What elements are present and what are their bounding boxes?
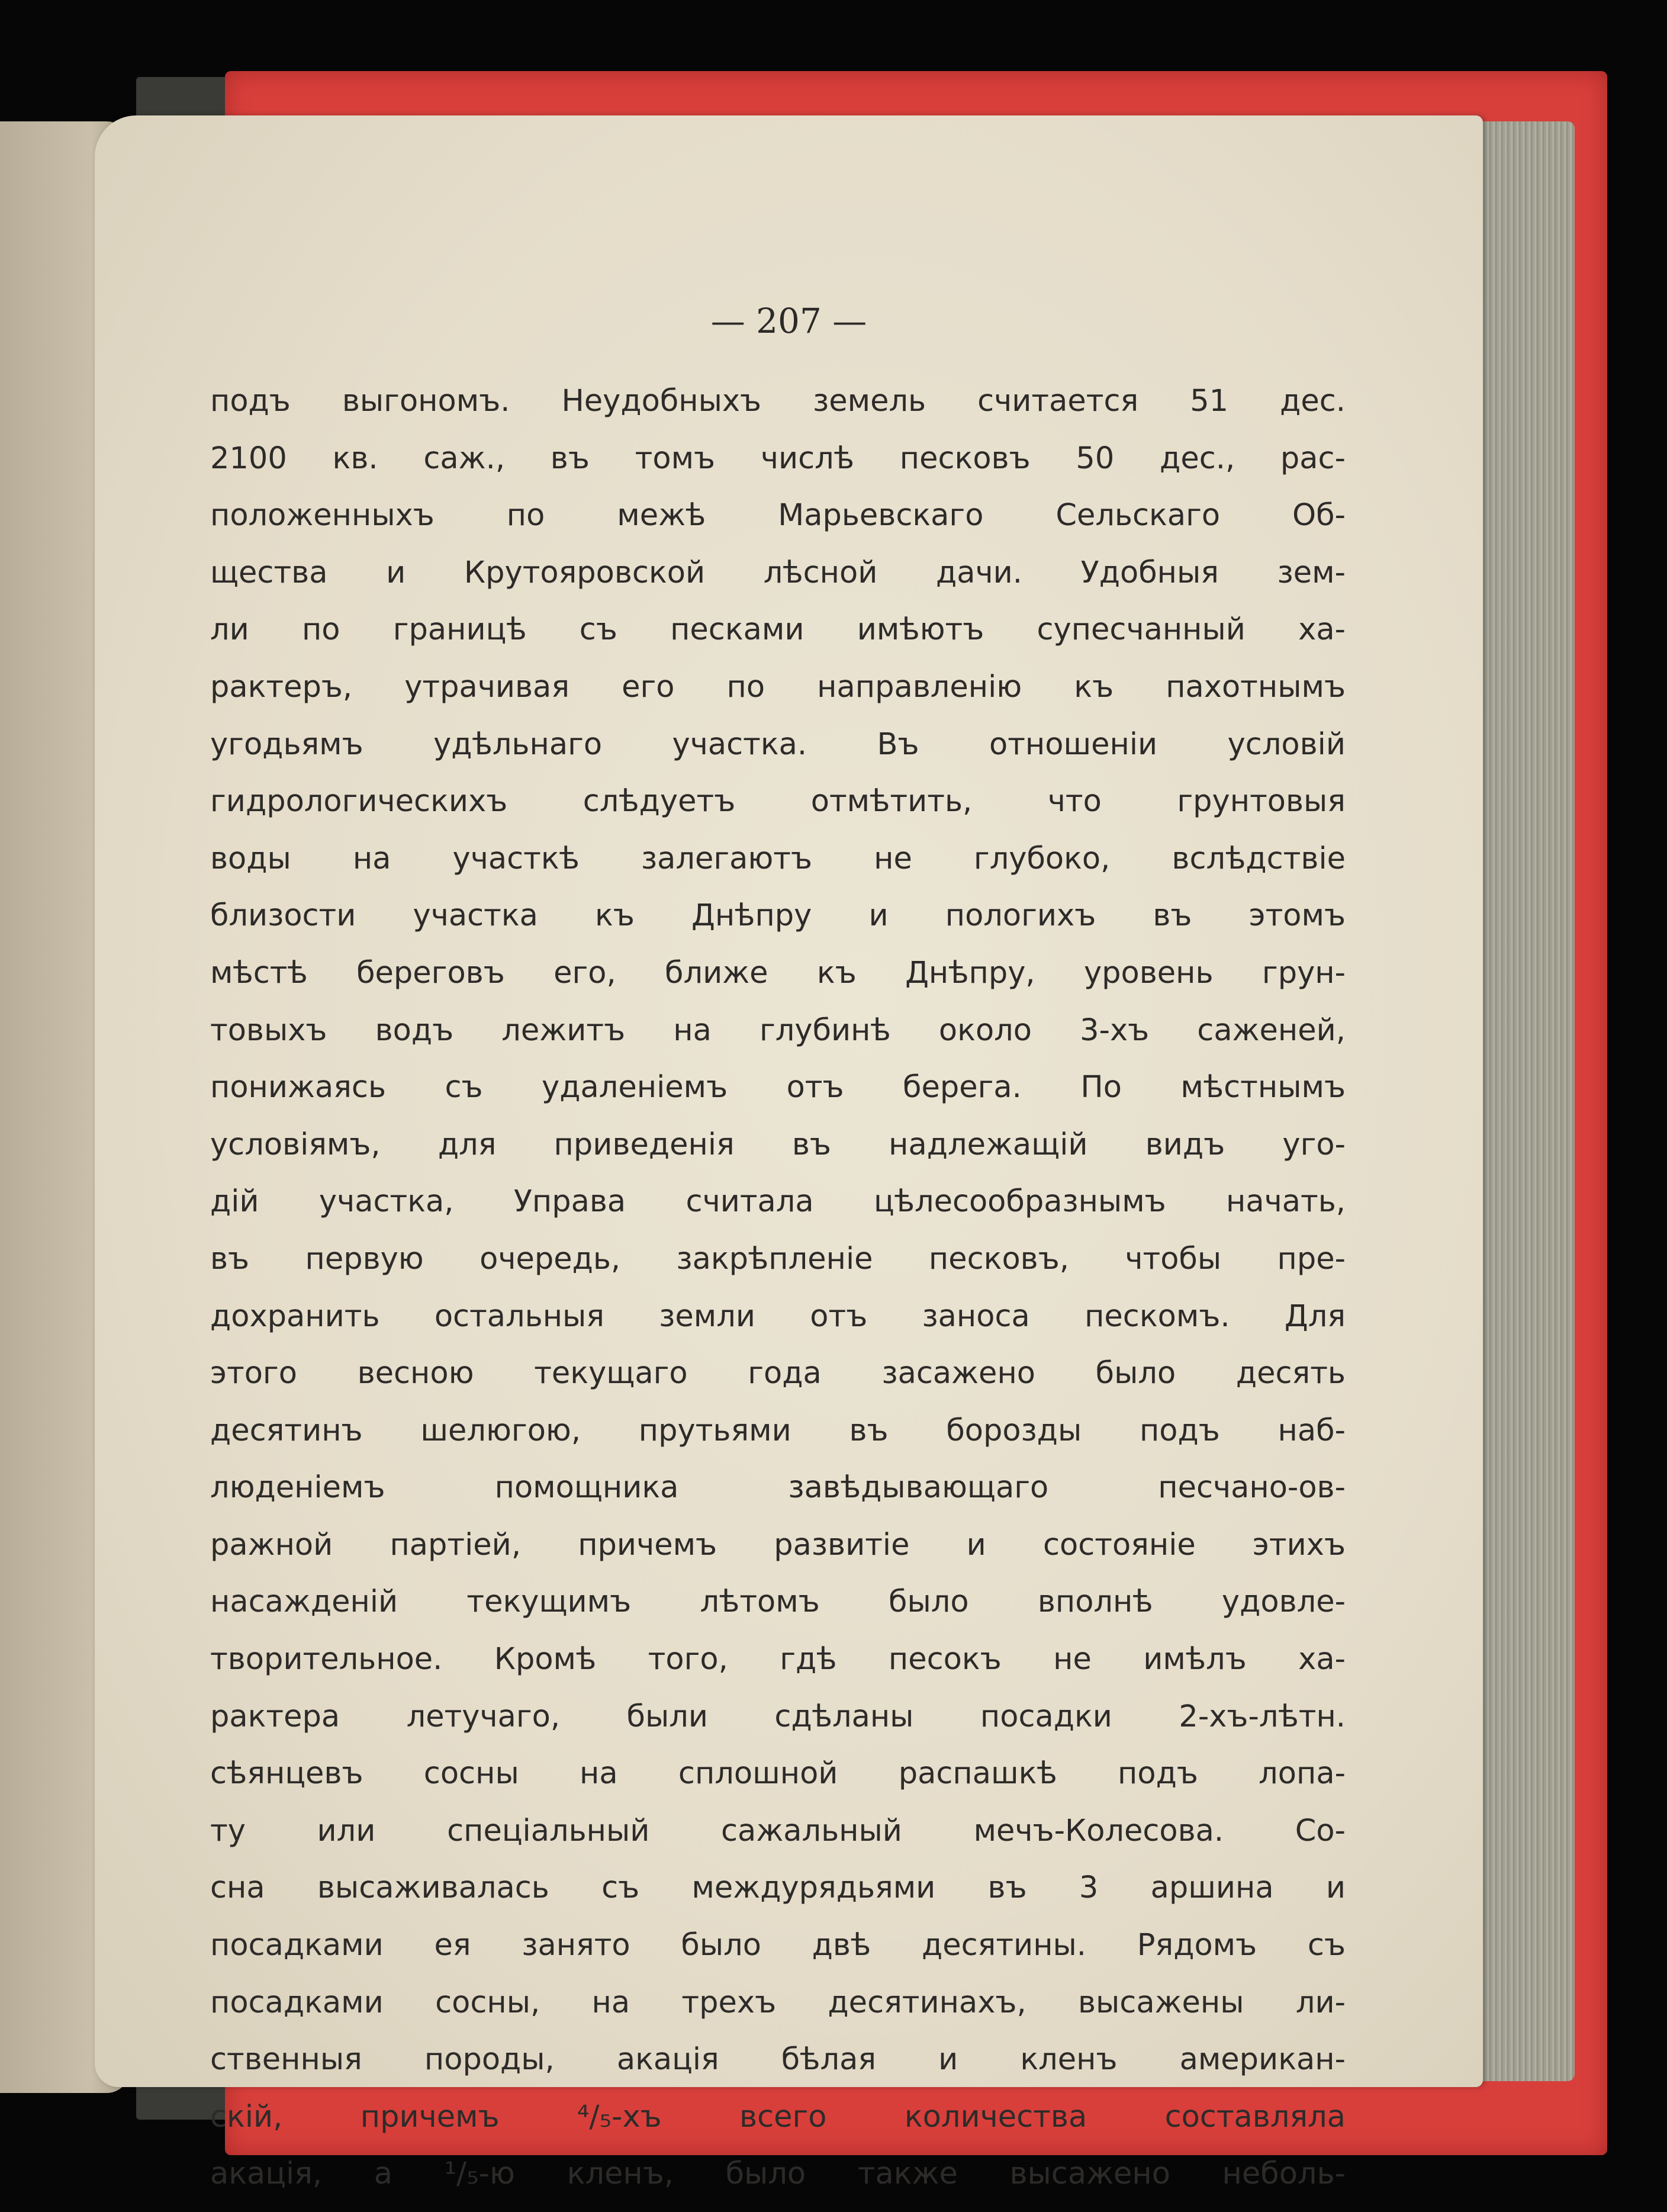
book-page (95, 115, 1483, 2192)
text-line: рактеръ, утрачивая его по направленію къ пахотнымъ (210, 669, 1346, 705)
text-line: ли по границѣ съ песками имѣютъ супесчанный ха- (210, 612, 1346, 648)
text-line: насажденій текущимъ лѣтомъ было вполнѣ удовле- (210, 1584, 1346, 1620)
text-line: воды на участкѣ залегаютъ не глубоко, вслѣдствіе (210, 841, 1346, 876)
text-line: ражной партіей, причемъ развитіе и состояніе этихъ (210, 1527, 1346, 1562)
text-line: этого весною текущаго года засажено было десять (210, 1356, 1346, 1391)
text-line: близости участка къ Днѣпру и пологихъ въ этомъ (210, 898, 1346, 934)
text-line: ственныя породы, акація бѣлая и кленъ американ- (210, 2042, 1346, 2078)
text-line: посадками сосны, на трехъ десятинахъ, высажены ли- (210, 1985, 1346, 2020)
text-line: рактера летучаго, были сдѣланы посадки 2-хъ-лѣтн. (210, 1699, 1346, 1734)
text-line: угодьямъ удѣльнаго участка. Въ отношеніи условій (210, 726, 1346, 762)
text-line: условіямъ, для приведенія въ надлежащій видъ уго- (210, 1127, 1346, 1162)
text-line: скій, причемъ ⁴/₅-хъ всего количества составляла (210, 2099, 1346, 2134)
page-content (95, 115, 1483, 2192)
text-line: дій участка, Управа считала цѣлесообразнымъ начать, (210, 1184, 1346, 1220)
text-line: посадками ея занято было двѣ десятины. Рядомъ съ (210, 1928, 1346, 1963)
text-line: мѣстѣ береговъ его, ближе къ Днѣпру, уровень грун- (210, 955, 1346, 991)
text-line: ту или спеціальный сажальный мечъ-Колесова. Со- (210, 1813, 1346, 1848)
text-line: гидрологическихъ слѣдуетъ отмѣтить, что грунтовыя (210, 784, 1346, 819)
text-line: сна высаживалась съ междурядьями въ 3 аршина и (210, 1870, 1346, 1906)
page-number: — 207 — (710, 301, 867, 341)
text-line: акація, а ¹/₅-ю кленъ, было также высажено неболь- (210, 2156, 1346, 2192)
text-line: сѣянцевъ сосны на сплошной распашкѣ подъ лопа- (210, 1756, 1346, 1792)
text-line: положенныхъ по межѣ Марьевскаго Сельскаго Об- (210, 498, 1346, 533)
text-line: 2100 кв. саж., въ томъ числѣ песковъ 50 дес., рас- (210, 441, 1346, 476)
text-line: щества и Крутояровской лѣсной дачи. Удобныя зем- (210, 555, 1346, 590)
text-line: подъ выгономъ. Неудобныхъ земель считается 51 дес. (210, 384, 1346, 419)
text-line: люденіемъ помощника завѣдывающаго песчано-ов- (210, 1470, 1346, 1506)
text-line: дохранить остальныя земли отъ заноса пескомъ. Для (210, 1298, 1346, 1334)
text-line: творительное. Кромѣ того, гдѣ песокъ не имѣлъ ха- (210, 1642, 1346, 1677)
text-line: въ первую очередь, закрѣпленіе песковъ, чтобы пре- (210, 1241, 1346, 1277)
page-body-text (210, 373, 1346, 2203)
text-line: товыхъ водъ лежитъ на глубинѣ около 3-хъ саженей, (210, 1012, 1346, 1048)
text-line: понижаясь съ удаленіемъ отъ берега. По мѣстнымъ (210, 1070, 1346, 1105)
text-line: десятинъ шелюгою, прутьями въ борозды подъ наб- (210, 1413, 1346, 1448)
